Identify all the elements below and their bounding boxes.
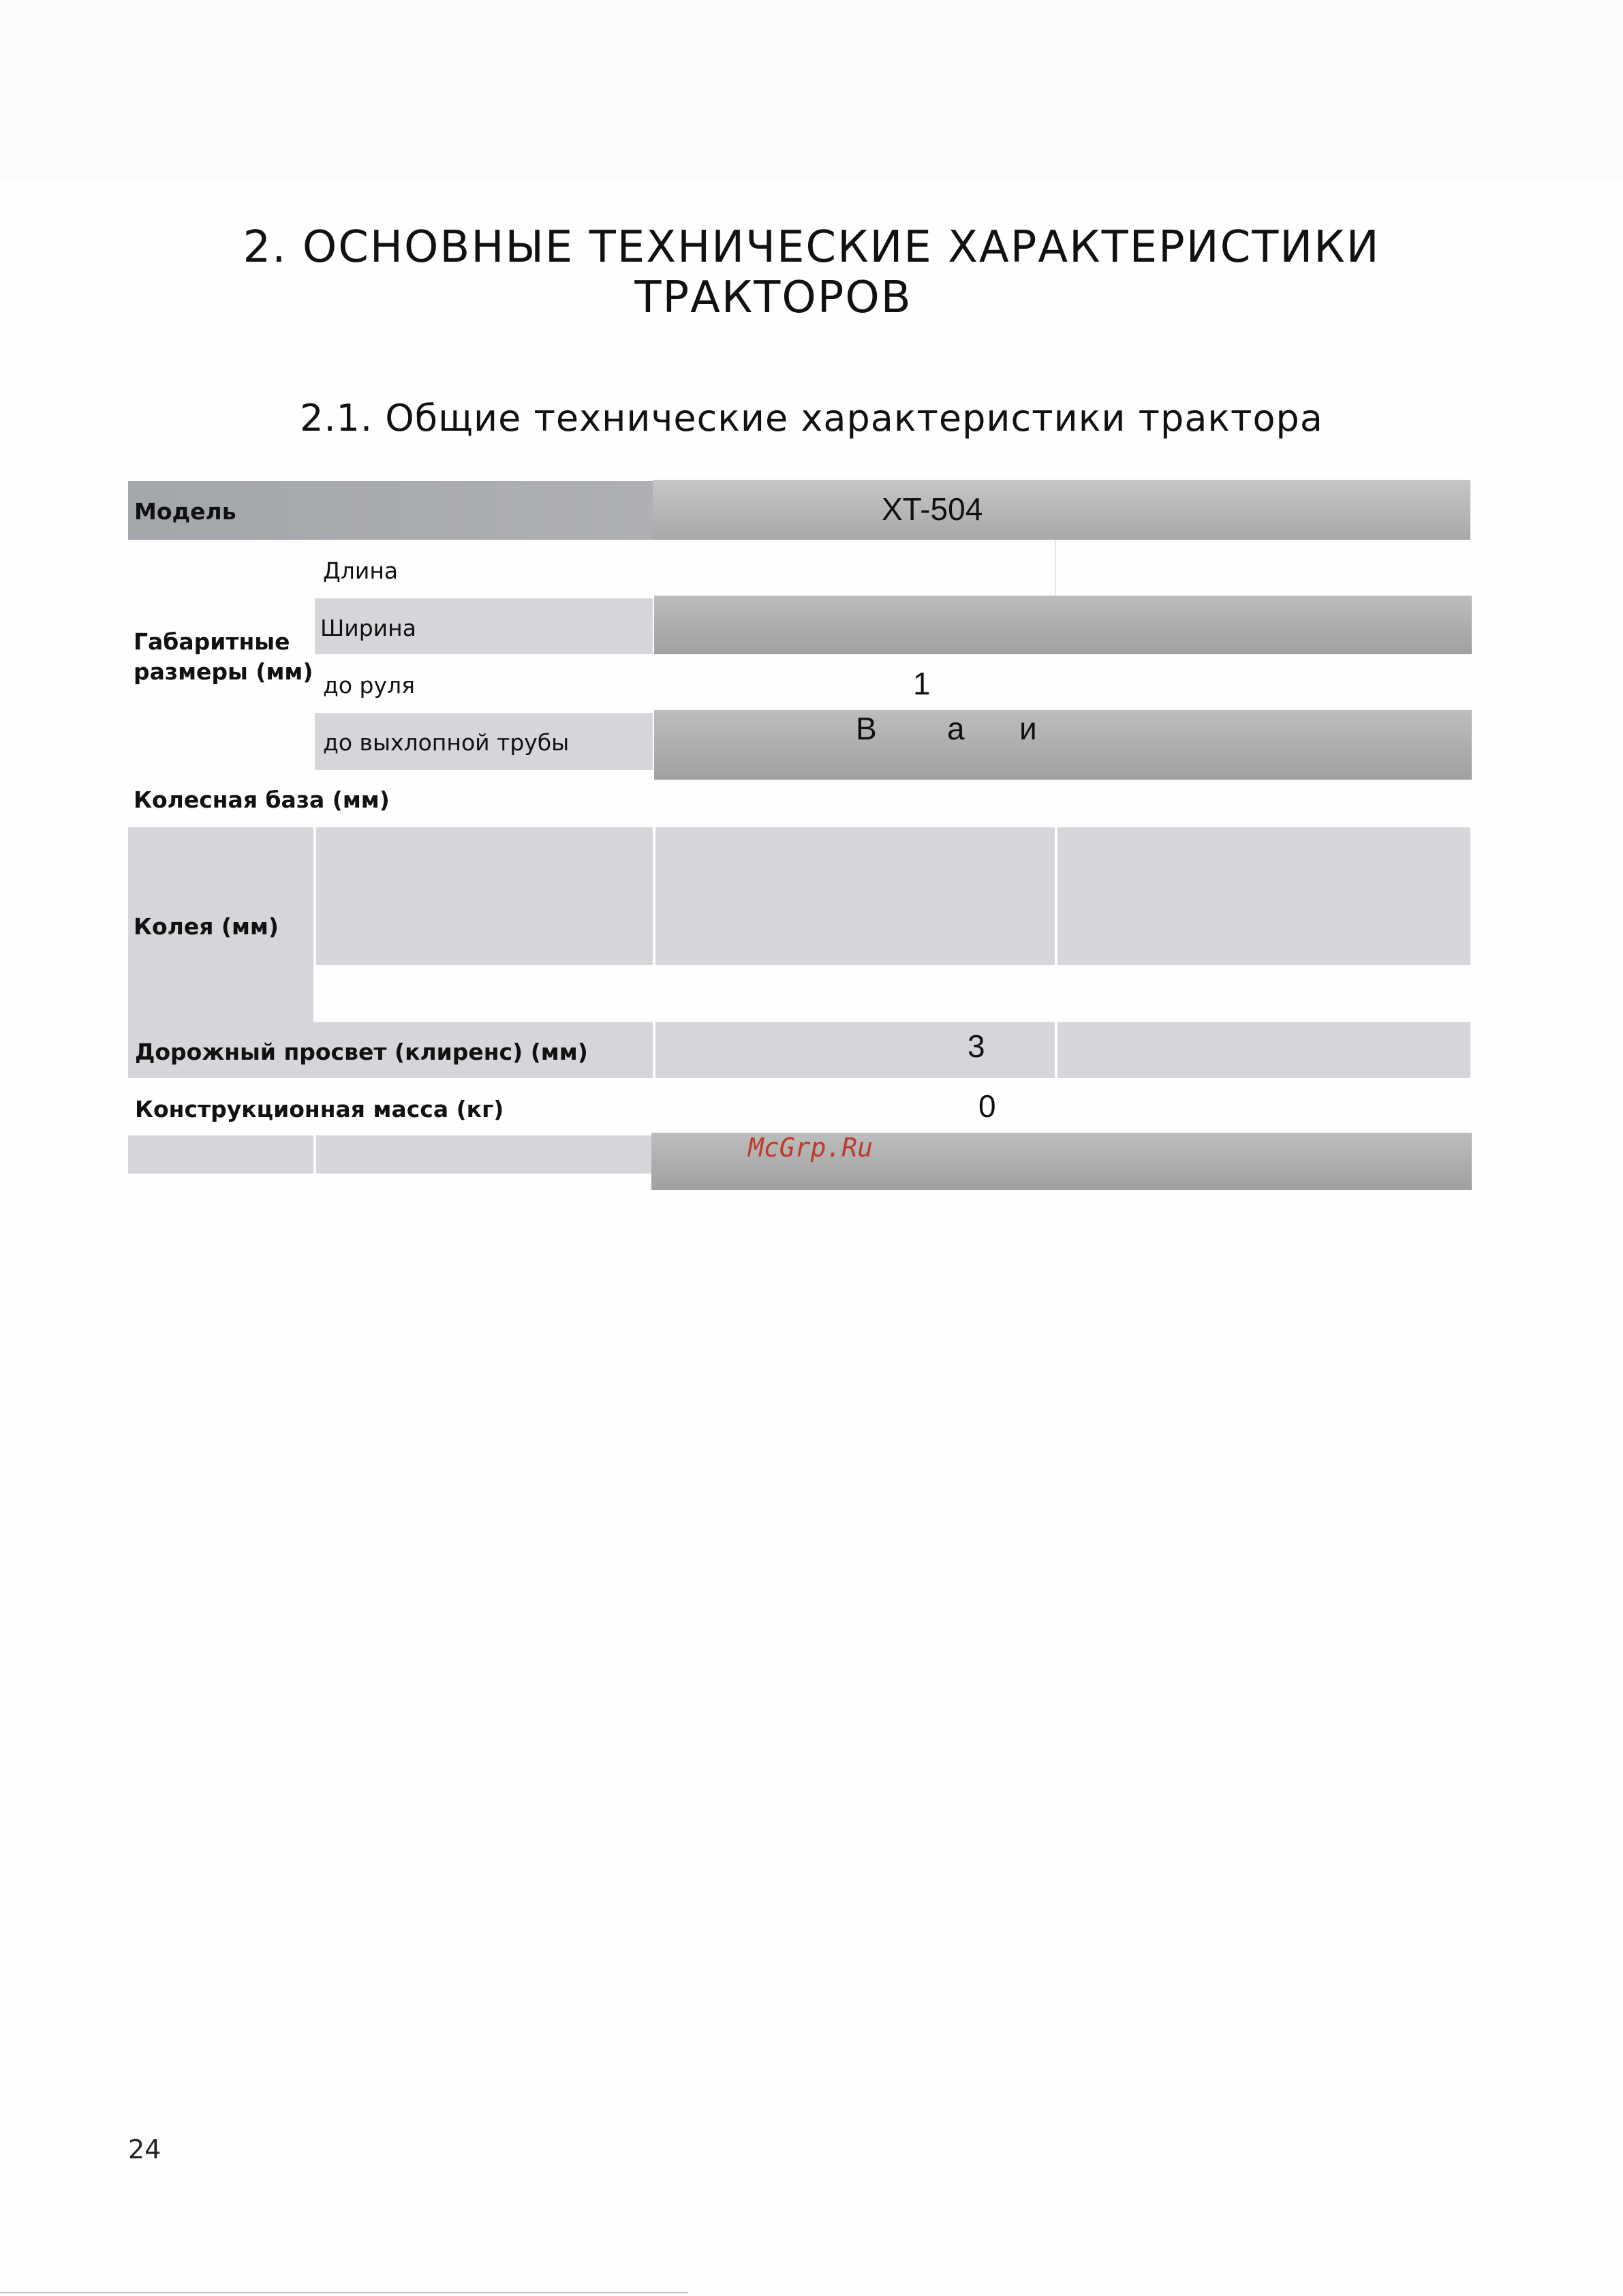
subsection-title: 2.1. Общие технические характеристики трактора xyxy=(300,397,1323,440)
track-label: Колея (мм) xyxy=(134,913,279,940)
last-row-cell-2 xyxy=(316,1135,653,1174)
wheelbase-label: Колесная база (мм) xyxy=(134,786,390,813)
dimensions-label-1: Габаритные xyxy=(134,628,290,655)
height-exhaust-label: до выхлопной трубы xyxy=(323,729,570,756)
clearance-label: Дорожный просвет (клиренс) (мм) xyxy=(135,1039,588,1065)
clearance-value-cell-2 xyxy=(1057,1022,1470,1078)
height-wheel-label: до руля xyxy=(323,672,415,699)
last-row-cell-1 xyxy=(128,1135,313,1174)
model-value-cell xyxy=(653,480,1470,540)
clearance-value: 3 xyxy=(968,1028,985,1064)
length-divider xyxy=(1055,540,1056,597)
height-exhaust-value-1: В xyxy=(856,711,877,746)
watermark: McGrp.Ru xyxy=(748,1133,874,1163)
model-value: XT-504 xyxy=(882,491,983,527)
dimensions-label-2: размеры (мм) xyxy=(134,658,313,685)
track-sub-cell-2 xyxy=(655,827,1055,965)
height-exhaust-value-3: и xyxy=(1019,711,1037,746)
bottom-divider xyxy=(0,2292,688,2293)
section-title-line-1: 2. ОСНОВНЫЕ ТЕХНИЧЕСКИЕ ХАРАКТЕРИСТИКИ xyxy=(243,222,1380,273)
clearance-value-cell xyxy=(655,1022,1055,1078)
page-number: 24 xyxy=(128,2134,161,2164)
height-wheel-value: 1 xyxy=(913,666,931,701)
model-label: Модель xyxy=(134,498,236,525)
track-sub-cell-1 xyxy=(316,827,653,965)
track-sub-cell-3 xyxy=(1057,827,1470,965)
mass-label: Конструкционная масса (кг) xyxy=(135,1096,504,1122)
length-label: Длина xyxy=(323,557,399,584)
mass-value: 0 xyxy=(978,1088,996,1124)
height-exhaust-value-cell xyxy=(654,710,1472,780)
width-value-cell xyxy=(654,596,1472,654)
section-title-line-2: ТРАКТОРОВ xyxy=(634,273,912,323)
height-exhaust-value-2: а xyxy=(947,711,965,746)
width-label: Ширина xyxy=(320,615,416,641)
